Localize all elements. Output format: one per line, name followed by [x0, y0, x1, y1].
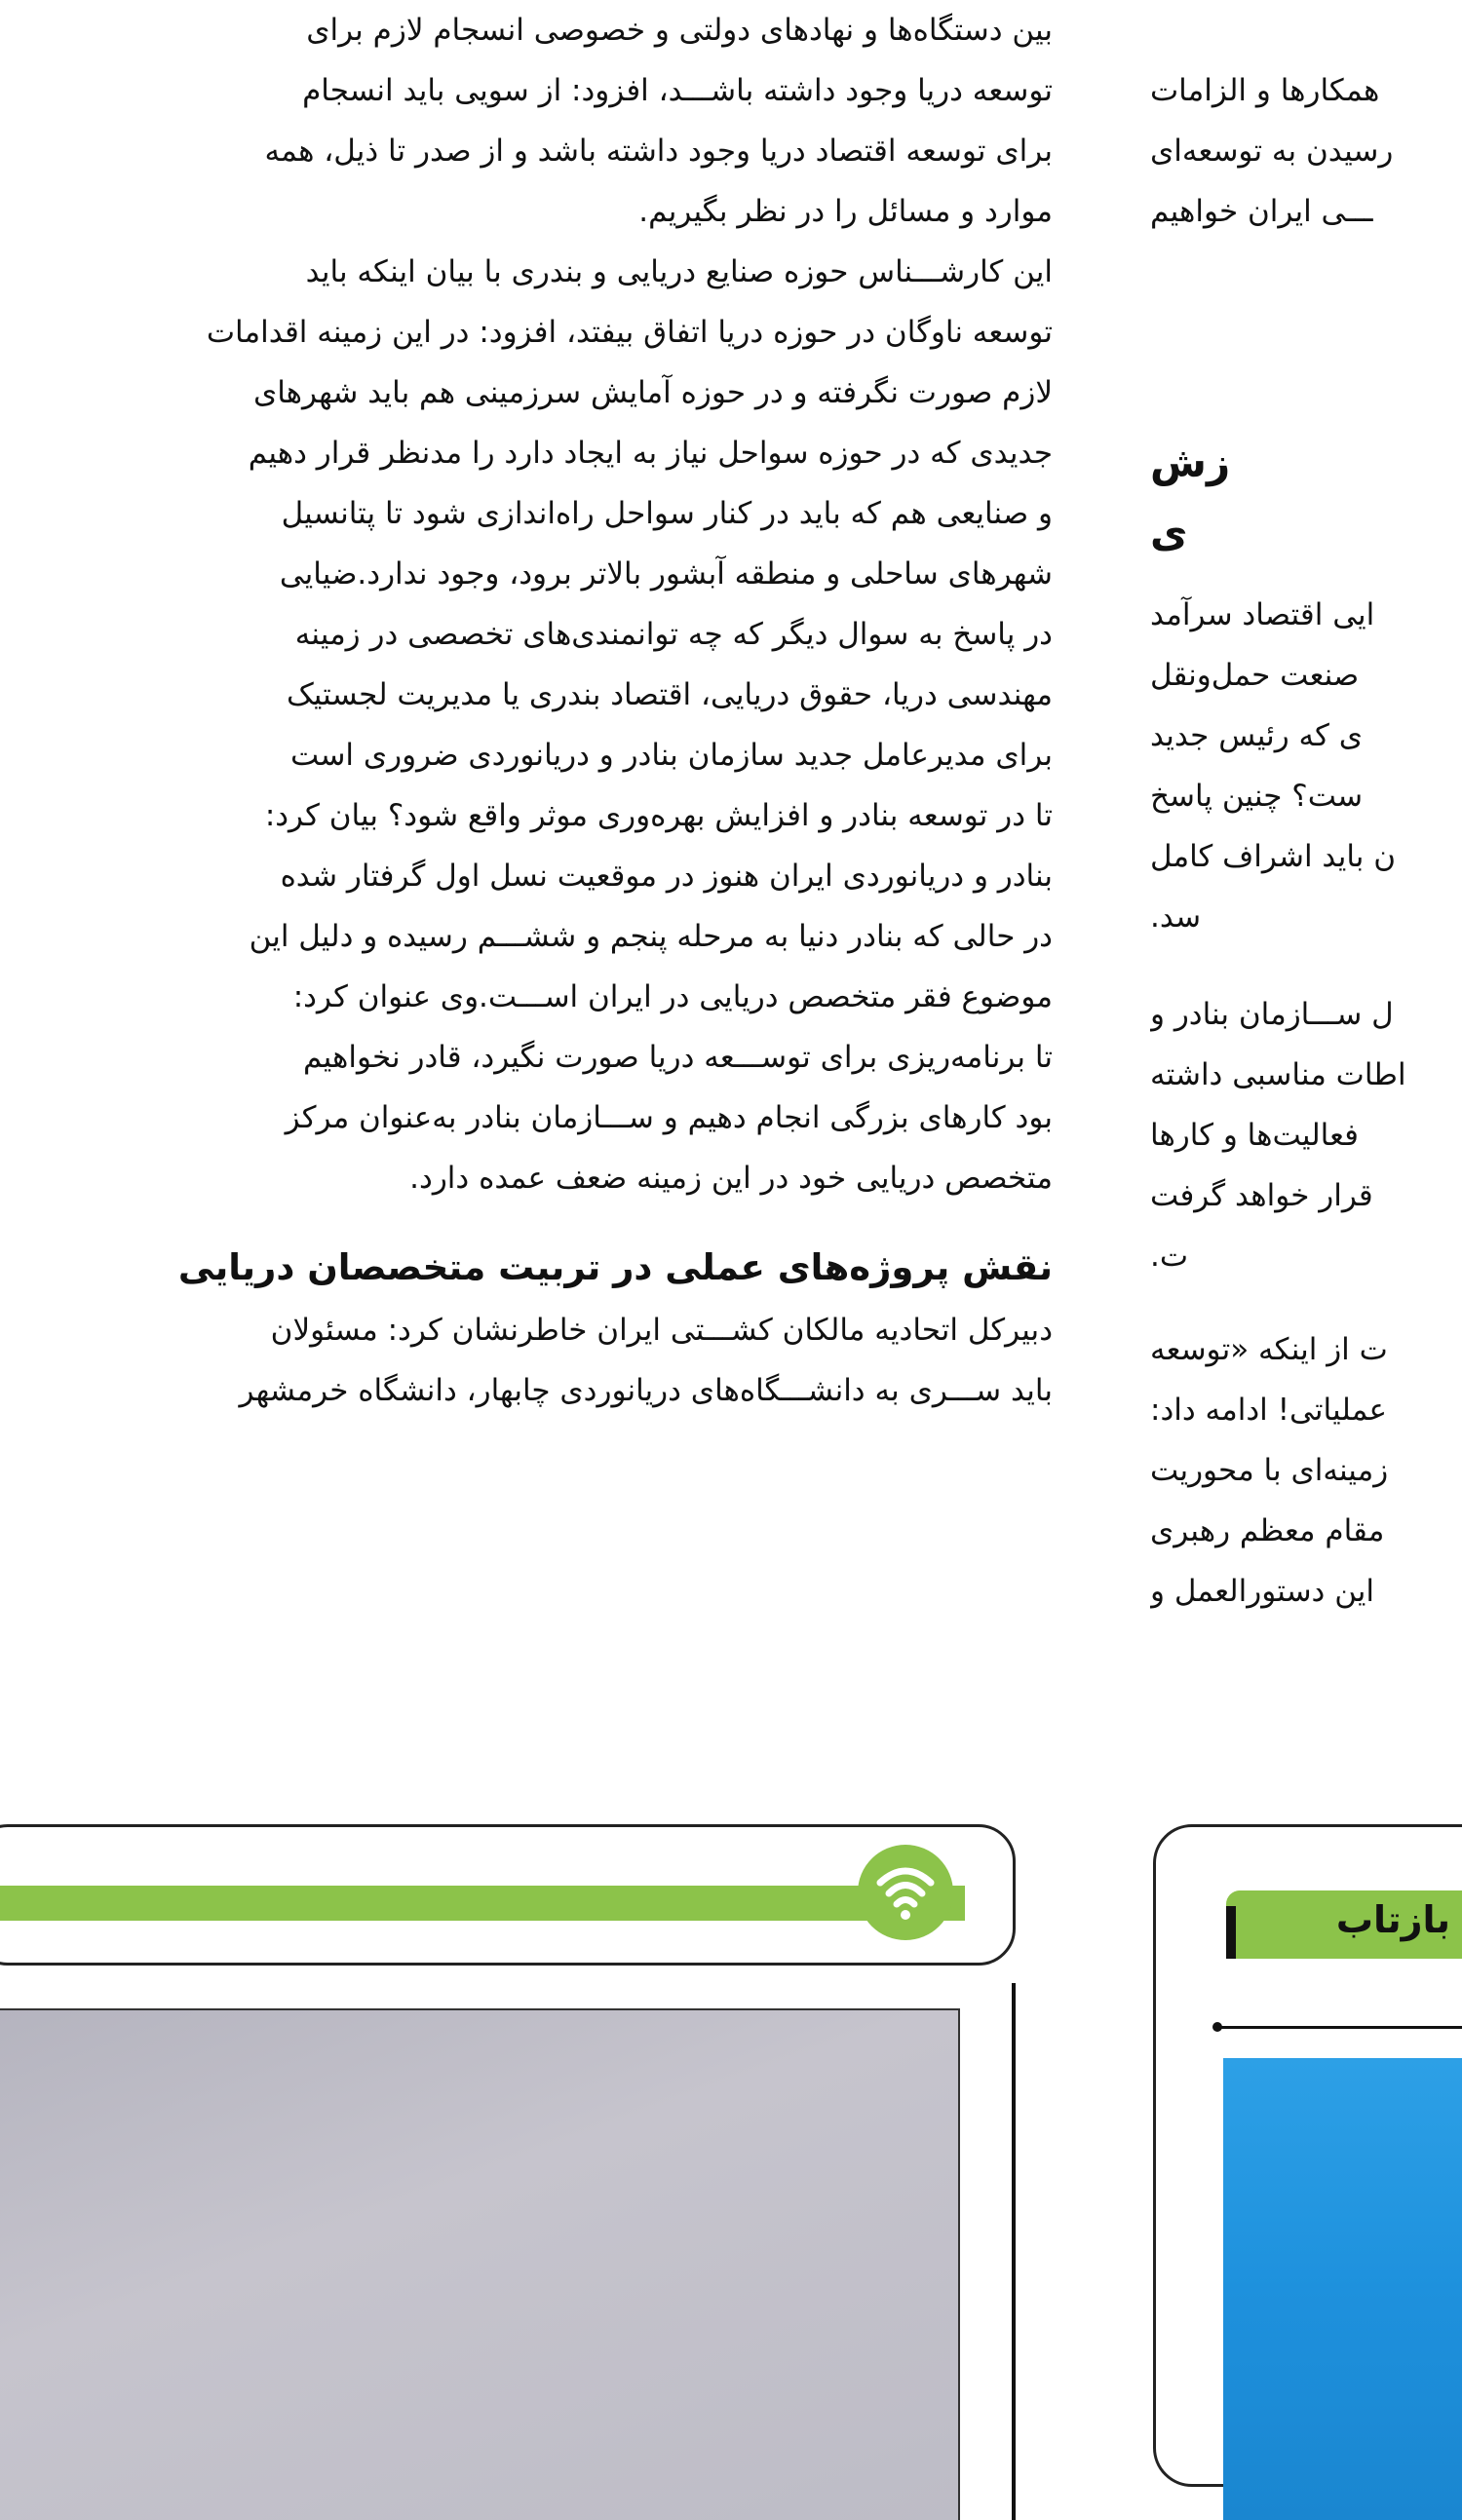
- article-line: شهرهای ساحلی و منطقه آبشور بالاتر برود، وجود ندارد.ضیایی: [279, 556, 1053, 592]
- article-line: در حالی که بنادر دنیا به مرحله پنجم و ششـــم رسیده و دلیل این: [249, 919, 1053, 954]
- baztab-label: بازتاب: [1226, 1890, 1462, 1959]
- article-line: تا برنامه‌ریزی برای توســـعه دریا صورت نگیرد، قادر نخواهیم: [303, 1040, 1053, 1075]
- article-line: باید ســـری به دانشـــگاه‌های دریانوردی چابهار، دانشگاه خرمشهر: [239, 1373, 1053, 1408]
- baztab-photo: [1223, 2058, 1462, 2520]
- article-line: تا در توسعه بنادر و افزایش بهره‌وری موثر واقع شود؟ بیان کرد:: [264, 798, 1053, 833]
- article-line: برای مدیرعامل جدید سازمان بنادر و دریانوردی ضروری است: [290, 738, 1053, 773]
- side-line: رسیدن به توسعه‌ای: [1150, 134, 1394, 169]
- article-subheading: نقش پروژه‌های عملی در تربیت متخصصان دریایی: [177, 1246, 1053, 1288]
- article-line: دبیرکل اتحادیه مالکان کشـــتی ایران خاطرنشان کرد: مسئولان: [270, 1313, 1053, 1348]
- side-line: ت.: [1150, 1239, 1189, 1274]
- article-line: برای توسعه اقتصاد دریا وجود داشته باشد و از صدر تا ذیل، همه: [264, 134, 1053, 169]
- side-line: قرار خواهد گرفت: [1150, 1178, 1373, 1213]
- article-line: در پاسخ به سوال دیگر که چه توانمندی‌های تخصصی در زمینه: [294, 617, 1053, 652]
- article-line: موضوع فقر متخصص دریایی در ایران اســـت.وی عنوان کرد:: [292, 979, 1053, 1014]
- article-line: بنادر و دریانوردی ایران هنوز در موقعیت نسل اول گرفتار شده: [280, 859, 1053, 894]
- article-line: جدیدی که در حوزه سواحل نیاز به ایجاد دارد را مدنظر قرار دهیم: [248, 436, 1053, 471]
- news-photo: [0, 2008, 960, 2520]
- side-line: ی که رئیس جدید: [1150, 718, 1364, 753]
- side-line: اطات مناسبی داشته: [1150, 1057, 1406, 1092]
- article-line: لازم صورت نگرفته و در حوزه آمایش سرزمینی هم باید شهرهای: [252, 375, 1053, 410]
- article-line: مهندسی دریا، حقوق دریایی، اقتصاد بندری یا مدیریت لجستیک: [287, 677, 1053, 712]
- article-line: بود کارهای بزرگی انجام دهیم و ســـازمان بنادر به‌عنوان مرکز: [285, 1100, 1053, 1135]
- side-line: ل ســـازمان بنادر و: [1150, 997, 1394, 1032]
- side-line: ایی اقتصاد سرآمد: [1150, 597, 1375, 632]
- article-line: توسعه دریا وجود داشته باشـــد، افزود: از سویی باید انسجام: [302, 73, 1053, 108]
- article-line: موارد و مسائل را در نظر بگیریم.: [638, 194, 1053, 229]
- article-line: و صنایعی هم که باید در کنار سواحل راه‌اندازی شود تا پتانسیل: [281, 496, 1053, 531]
- article-line: این کارشـــناس حوزه صنایع دریایی و بندری با بیان اینکه باید: [305, 254, 1053, 289]
- side-heading: زش: [1150, 439, 1231, 486]
- main-article-column: [0, 0, 1053, 1421]
- frame-divider: [1012, 1983, 1016, 2520]
- article-line: بین دستگاه‌ها و نهادهای دولتی و خصوصی انسجام لازم برای: [306, 13, 1053, 48]
- side-line: همکارها و الزامات: [1150, 73, 1380, 108]
- side-line: این دستورالعمل و: [1150, 1574, 1375, 1609]
- side-line: ست؟ چنین پاسخ: [1150, 779, 1364, 814]
- side-line: صنعت حمل‌ونقل: [1150, 658, 1360, 693]
- side-line: ـــی ایران خواهیم: [1150, 194, 1373, 229]
- article-line: توسعه ناوگان در حوزه دریا اتفاق بیفتد، افزود: در این زمینه اقدامات: [206, 315, 1053, 350]
- side-line: سد.: [1150, 899, 1202, 935]
- side-line: ن باید اشراف کامل: [1150, 839, 1397, 874]
- side-line: ت از اینکه «توسعه: [1150, 1332, 1388, 1367]
- side-line: زمینه‌ای با محوریت: [1150, 1453, 1389, 1488]
- side-line: مقام معظم رهبری: [1150, 1513, 1385, 1548]
- wifi-badge: [858, 1845, 953, 1940]
- wifi-icon: [876, 1861, 935, 1922]
- green-header-bar: [0, 1886, 965, 1921]
- article-line: متخصص دریایی خود در این زمینه ضعف عمده دارد.: [409, 1161, 1053, 1196]
- side-heading: ی: [1150, 509, 1188, 556]
- baztab-divider-dot: [1212, 2022, 1222, 2032]
- side-line: فعالیت‌ها و کارها: [1150, 1118, 1359, 1153]
- side-line: عملیاتی! ادامه داد:: [1150, 1393, 1388, 1428]
- baztab-divider: [1216, 2026, 1462, 2029]
